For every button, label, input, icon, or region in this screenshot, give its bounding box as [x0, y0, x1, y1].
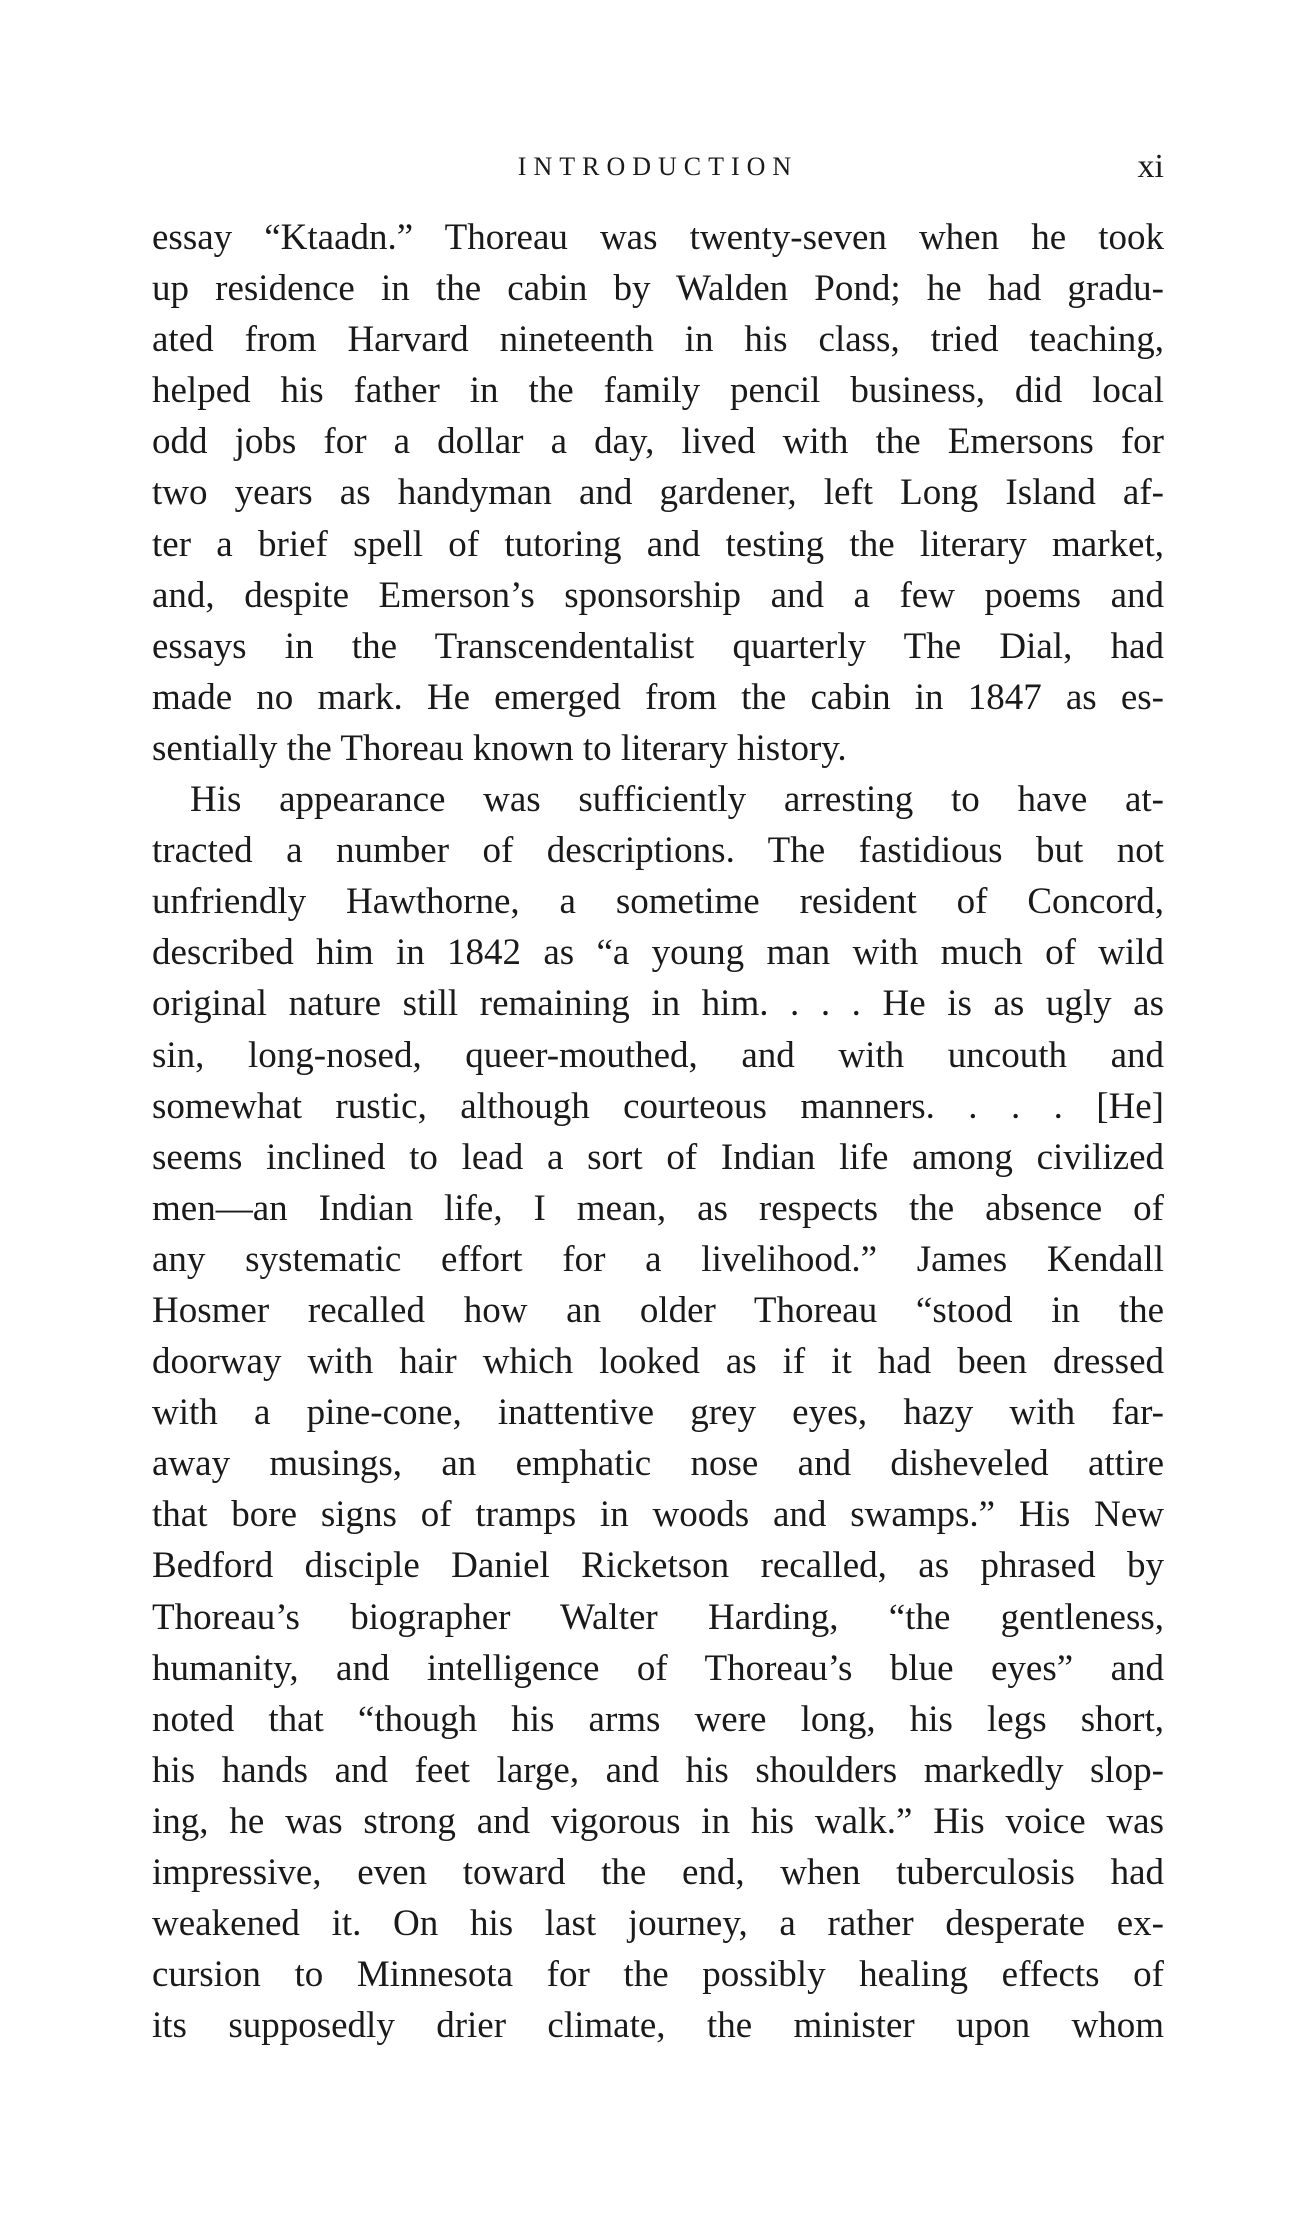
text-line: ing, he was strong and vigorous in his walk.” His voice was [152, 1800, 1164, 1842]
page-number: xi [1137, 148, 1164, 185]
text-line: that bore signs of tramps in woods and swamps.” His New [152, 1494, 1164, 1536]
text-line: odd jobs for a dollar a day, lived with the Emersons for [152, 421, 1164, 463]
body-text [152, 212, 1164, 2051]
text-line: and, despite Emerson’s sponsorship and a few poems and [152, 574, 1164, 616]
text-line: any systematic effort for a livelihood.” James Kendall [152, 1238, 1164, 1280]
text-line: up residence in the cabin by Walden Pond; he had gradu- [152, 268, 1164, 310]
text-line: Bedford disciple Daniel Ricketson recalled, as phrased by [152, 1545, 1164, 1587]
text-line: humanity, and intelligence of Thoreau’s blue eyes” and [152, 1647, 1164, 1689]
text-line: described him in 1842 as “a young man with much of wild [152, 932, 1164, 974]
text-line: made no mark. He emerged from the cabin in 1847 as es- [152, 676, 1164, 718]
text-line: ated from Harvard nineteenth in his class, tried teaching, [152, 319, 1164, 361]
text-line: two years as handyman and gardener, left Long Island af- [152, 472, 1164, 514]
text-line: unfriendly Hawthorne, a sometime resident of Concord, [152, 881, 1164, 923]
text-line: original nature still remaining in him. . . . He is as ugly as [152, 983, 1164, 1025]
paragraph-1 [152, 212, 1164, 774]
text-line: Thoreau’s biographer Walter Harding, “the gentleness, [152, 1596, 1164, 1638]
text-line: tracted a number of descriptions. The fastidious but not [152, 830, 1164, 872]
text-line: away musings, an emphatic nose and disheveled attire [152, 1443, 1164, 1485]
text-line: somewhat rustic, although courteous manners. . . . [He] [152, 1085, 1164, 1127]
text-line: sentially the Thoreau known to literary history. [152, 727, 847, 769]
text-line: noted that “though his arms were long, his legs short, [152, 1698, 1164, 1740]
text-line: men—an Indian life, I mean, as respects the absence of [152, 1187, 1164, 1229]
text-line: its supposedly drier climate, the minister upon whom [152, 2005, 1164, 2047]
text-line: weakened it. On his last journey, a rather desperate ex- [152, 1903, 1164, 1945]
text-line: His appearance was sufficiently arresting to have at- [190, 779, 1164, 821]
text-line: seems inclined to lead a sort of Indian life among civilized [152, 1136, 1164, 1178]
text-line: doorway with hair which looked as if it had been dressed [152, 1341, 1164, 1383]
text-line: essays in the Transcendentalist quarterly The Dial, had [152, 625, 1164, 667]
running-head [152, 145, 1164, 195]
text-line: his hands and feet large, and his shoulders markedly slop- [152, 1749, 1164, 1791]
text-line: cursion to Minnesota for the possibly healing effects of [152, 1954, 1164, 1996]
text-line: essay “Ktaadn.” Thoreau was twenty-seven when he took [152, 217, 1164, 258]
text-line: ter a brief spell of tutoring and testing the literary market, [152, 523, 1164, 565]
text-line: helped his father in the family pencil business, did local [152, 370, 1164, 412]
text-line: Hosmer recalled how an older Thoreau “stood in the [152, 1289, 1164, 1331]
paragraph-2 [152, 774, 1164, 2051]
text-line: sin, long-nosed, queer-mouthed, and with uncouth and [152, 1034, 1164, 1076]
text-line: impressive, even toward the end, when tuberculosis had [152, 1852, 1164, 1893]
running-title: INTRODUCTION [517, 152, 799, 181]
text-line: with a pine-cone, inattentive grey eyes, hazy with far- [152, 1392, 1164, 1434]
